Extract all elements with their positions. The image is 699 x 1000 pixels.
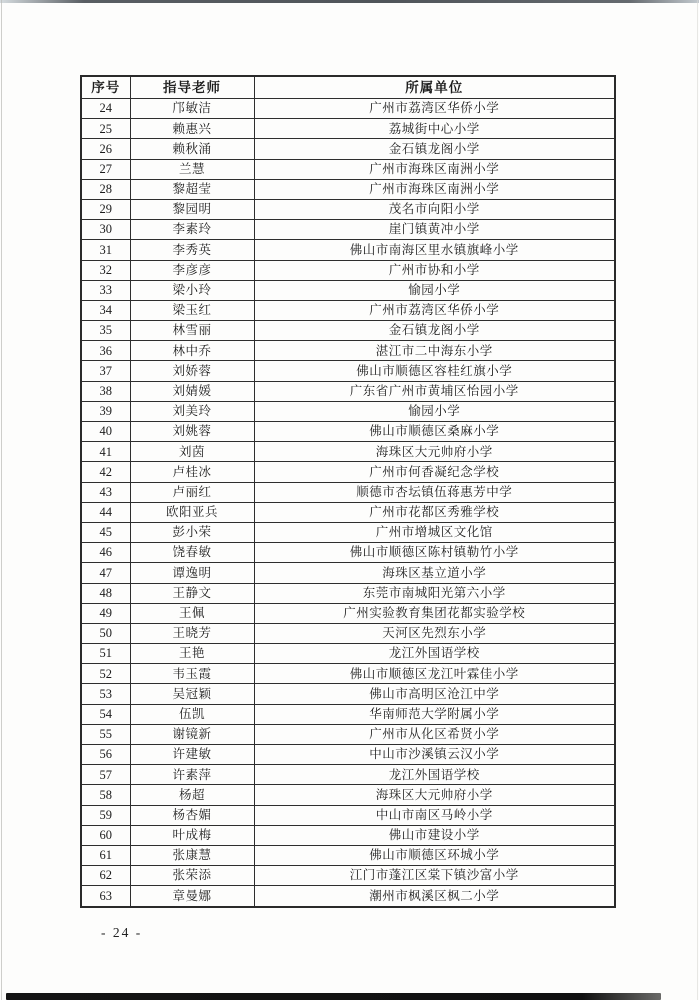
- table-row: [81, 220, 615, 240]
- teacher-name-cell: 叶成梅: [130, 825, 254, 845]
- unit-name-cell: 广州市荔湾区华侨小学: [254, 99, 615, 119]
- row-index-cell: 57: [81, 765, 130, 785]
- row-index-cell: 61: [81, 845, 130, 865]
- unit-name-cell: 广州市增城区文化馆: [254, 522, 615, 542]
- teacher-name-cell: 杨杏媚: [130, 805, 254, 825]
- unit-name-cell: 广州市海珠区南洲小学: [254, 159, 615, 179]
- row-index-cell: 26: [81, 139, 130, 159]
- row-index-cell: 58: [81, 785, 130, 805]
- unit-name-cell: 荔城街中心小学: [254, 119, 615, 139]
- row-index-cell: 39: [81, 401, 130, 421]
- teacher-name-cell: 兰慧: [130, 159, 254, 179]
- unit-name-cell: 佛山市高明区沧江中学: [254, 684, 615, 704]
- unit-name-cell: 广东省广州市黄埔区怡园小学: [254, 381, 615, 401]
- teacher-name-cell: 王佩: [130, 603, 254, 623]
- unit-name-cell: 佛山市顺德区陈村镇勒竹小学: [254, 543, 615, 563]
- table-row: [81, 462, 615, 482]
- teacher-name-cell: 王静文: [130, 583, 254, 603]
- teacher-name-cell: 黎超莹: [130, 179, 254, 199]
- teacher-name-cell: 赖惠兴: [130, 119, 254, 139]
- row-index-cell: 43: [81, 482, 130, 502]
- teacher-name-cell: 刘姚蓉: [130, 422, 254, 442]
- unit-name-cell: 茂名市向阳小学: [254, 199, 615, 219]
- unit-name-cell: 海珠区大元帅府小学: [254, 785, 615, 805]
- unit-name-cell: 金石镇龙阁小学: [254, 139, 615, 159]
- unit-name-cell: 愉园小学: [254, 280, 615, 300]
- teacher-roster-table: [80, 75, 616, 908]
- teacher-name-cell: 韦玉霞: [130, 664, 254, 684]
- table-row: [81, 603, 615, 623]
- table-header-row: [81, 76, 615, 99]
- teacher-name-cell: 杨超: [130, 785, 254, 805]
- teacher-name-cell: 林中乔: [130, 341, 254, 361]
- table-row: [81, 139, 615, 159]
- table-row: [81, 502, 615, 522]
- header-unit: 所属单位: [254, 76, 615, 99]
- teacher-name-cell: 林雪丽: [130, 321, 254, 341]
- table-row: [81, 522, 615, 542]
- teacher-name-cell: 刘娇蓉: [130, 361, 254, 381]
- table-row: [81, 583, 615, 603]
- teacher-name-cell: 许素萍: [130, 765, 254, 785]
- table-row: [81, 280, 615, 300]
- teacher-name-cell: 张康慧: [130, 845, 254, 865]
- unit-name-cell: 佛山市建设小学: [254, 825, 615, 845]
- teacher-name-cell: 黎园明: [130, 199, 254, 219]
- unit-name-cell: 广州市何香凝纪念学校: [254, 462, 615, 482]
- row-index-cell: 29: [81, 199, 130, 219]
- teacher-name-cell: 卢丽红: [130, 482, 254, 502]
- row-index-cell: 53: [81, 684, 130, 704]
- table-row: [81, 704, 615, 724]
- table-row: [81, 300, 615, 320]
- row-index-cell: 32: [81, 260, 130, 280]
- teacher-name-cell: 吴冠颖: [130, 684, 254, 704]
- table-row: [81, 866, 615, 886]
- table-body: [81, 99, 615, 907]
- row-index-cell: 63: [81, 886, 130, 907]
- teacher-name-cell: 谭逸明: [130, 563, 254, 583]
- row-index-cell: 36: [81, 341, 130, 361]
- row-index-cell: 47: [81, 563, 130, 583]
- teacher-name-cell: 刘美玲: [130, 401, 254, 421]
- unit-name-cell: 佛山市顺德区龙江叶霖佳小学: [254, 664, 615, 684]
- row-index-cell: 46: [81, 543, 130, 563]
- unit-name-cell: 湛江市二中海东小学: [254, 341, 615, 361]
- teacher-name-cell: 谢镜新: [130, 724, 254, 744]
- unit-name-cell: 江门市蓬江区棠下镇沙富小学: [254, 866, 615, 886]
- unit-name-cell: 广州市花都区秀雅学校: [254, 502, 615, 522]
- table-header: [81, 76, 615, 99]
- table-row: [81, 825, 615, 845]
- table-row: [81, 119, 615, 139]
- row-index-cell: 37: [81, 361, 130, 381]
- table-row: [81, 623, 615, 643]
- unit-name-cell: 华南师范大学附属小学: [254, 704, 615, 724]
- teacher-name-cell: 李素玲: [130, 220, 254, 240]
- unit-name-cell: 佛山市顺德区环城小学: [254, 845, 615, 865]
- table-row: [81, 381, 615, 401]
- row-index-cell: 31: [81, 240, 130, 260]
- row-index-cell: 59: [81, 805, 130, 825]
- row-index-cell: 34: [81, 300, 130, 320]
- table-row: [81, 886, 615, 907]
- unit-name-cell: 佛山市顺德区桑麻小学: [254, 422, 615, 442]
- unit-name-cell: 天河区先烈东小学: [254, 623, 615, 643]
- table-row: [81, 240, 615, 260]
- row-index-cell: 51: [81, 644, 130, 664]
- row-index-cell: 38: [81, 381, 130, 401]
- unit-name-cell: 海珠区大元帅府小学: [254, 442, 615, 462]
- row-index-cell: 55: [81, 724, 130, 744]
- teacher-name-cell: 张荣添: [130, 866, 254, 886]
- teacher-name-cell: 章曼娜: [130, 886, 254, 907]
- row-index-cell: 49: [81, 603, 130, 623]
- unit-name-cell: 金石镇龙阁小学: [254, 321, 615, 341]
- teacher-name-cell: 邝敏洁: [130, 99, 254, 119]
- table-row: [81, 199, 615, 219]
- row-index-cell: 33: [81, 280, 130, 300]
- table-row: [81, 845, 615, 865]
- header-teacher: 指导老师: [130, 76, 254, 99]
- row-index-cell: 44: [81, 502, 130, 522]
- table-row: [81, 422, 615, 442]
- table-row: [81, 341, 615, 361]
- unit-name-cell: 广州市协和小学: [254, 260, 615, 280]
- row-index-cell: 62: [81, 866, 130, 886]
- header-index: 序号: [81, 76, 130, 99]
- scan-artifact-left-edge: [1, 0, 2, 1000]
- teacher-name-cell: 李彦彦: [130, 260, 254, 280]
- table-row: [81, 805, 615, 825]
- table-row: [81, 644, 615, 664]
- teacher-name-cell: 欧阳亚兵: [130, 502, 254, 522]
- row-index-cell: 42: [81, 462, 130, 482]
- row-index-cell: 50: [81, 623, 130, 643]
- row-index-cell: 56: [81, 745, 130, 765]
- page-number: - 24 -: [101, 925, 143, 940]
- unit-name-cell: 广州市从化区希贤小学: [254, 724, 615, 744]
- teacher-name-cell: 刘茵: [130, 442, 254, 462]
- unit-name-cell: 海珠区基立道小学: [254, 563, 615, 583]
- row-index-cell: 25: [81, 119, 130, 139]
- table-row: [81, 664, 615, 684]
- teacher-name-cell: 刘婧媛: [130, 381, 254, 401]
- unit-name-cell: 佛山市顺德区容桂红旗小学: [254, 361, 615, 381]
- table-row: [81, 401, 615, 421]
- row-index-cell: 52: [81, 664, 130, 684]
- teacher-name-cell: 伍凯: [130, 704, 254, 724]
- row-index-cell: 54: [81, 704, 130, 724]
- unit-name-cell: 广州市荔湾区华侨小学: [254, 300, 615, 320]
- teacher-name-cell: 王晓芳: [130, 623, 254, 643]
- table-row: [81, 179, 615, 199]
- row-index-cell: 41: [81, 442, 130, 462]
- row-index-cell: 48: [81, 583, 130, 603]
- table-row: [81, 785, 615, 805]
- table-row: [81, 745, 615, 765]
- table-row: [81, 765, 615, 785]
- row-index-cell: 24: [81, 99, 130, 119]
- scan-artifact-bottom-edge: [6, 993, 661, 1000]
- table-row: [81, 442, 615, 462]
- row-index-cell: 35: [81, 321, 130, 341]
- unit-name-cell: 龙江外国语学校: [254, 765, 615, 785]
- teacher-name-cell: 赖秋涌: [130, 139, 254, 159]
- teacher-name-cell: 饶春敏: [130, 543, 254, 563]
- row-index-cell: 60: [81, 825, 130, 845]
- teacher-name-cell: 许建敏: [130, 745, 254, 765]
- table-row: [81, 724, 615, 744]
- unit-name-cell: 中山市南区马岭小学: [254, 805, 615, 825]
- teacher-name-cell: 梁小玲: [130, 280, 254, 300]
- table-row: [81, 260, 615, 280]
- table-row: [81, 684, 615, 704]
- unit-name-cell: 广州实验教育集团花都实验学校: [254, 603, 615, 623]
- table-row: [81, 543, 615, 563]
- teacher-name-cell: 卢桂冰: [130, 462, 254, 482]
- row-index-cell: 27: [81, 159, 130, 179]
- scan-artifact-right-edge: [697, 0, 698, 1000]
- unit-name-cell: 愉园小学: [254, 401, 615, 421]
- teacher-name-cell: 王艳: [130, 644, 254, 664]
- teacher-name-cell: 梁玉红: [130, 300, 254, 320]
- unit-name-cell: 潮州市枫溪区枫二小学: [254, 886, 615, 907]
- unit-name-cell: 崖门镇黄冲小学: [254, 220, 615, 240]
- teacher-name-cell: 李秀英: [130, 240, 254, 260]
- row-index-cell: 28: [81, 179, 130, 199]
- table-row: [81, 361, 615, 381]
- unit-name-cell: 广州市海珠区南洲小学: [254, 179, 615, 199]
- unit-name-cell: 东莞市南城阳光第六小学: [254, 583, 615, 603]
- unit-name-cell: 佛山市南海区里水镇旗峰小学: [254, 240, 615, 260]
- table-row: [81, 563, 615, 583]
- row-index-cell: 30: [81, 220, 130, 240]
- row-index-cell: 45: [81, 522, 130, 542]
- table-row: [81, 99, 615, 119]
- teacher-name-cell: 彭小荣: [130, 522, 254, 542]
- scan-artifact-top-edge: [0, 0, 699, 3]
- unit-name-cell: 中山市沙溪镇云汉小学: [254, 745, 615, 765]
- row-index-cell: 40: [81, 422, 130, 442]
- unit-name-cell: 龙江外国语学校: [254, 644, 615, 664]
- table-row: [81, 482, 615, 502]
- unit-name-cell: 顺德市杏坛镇伍蒋惠芳中学: [254, 482, 615, 502]
- table-row: [81, 321, 615, 341]
- table-row: [81, 159, 615, 179]
